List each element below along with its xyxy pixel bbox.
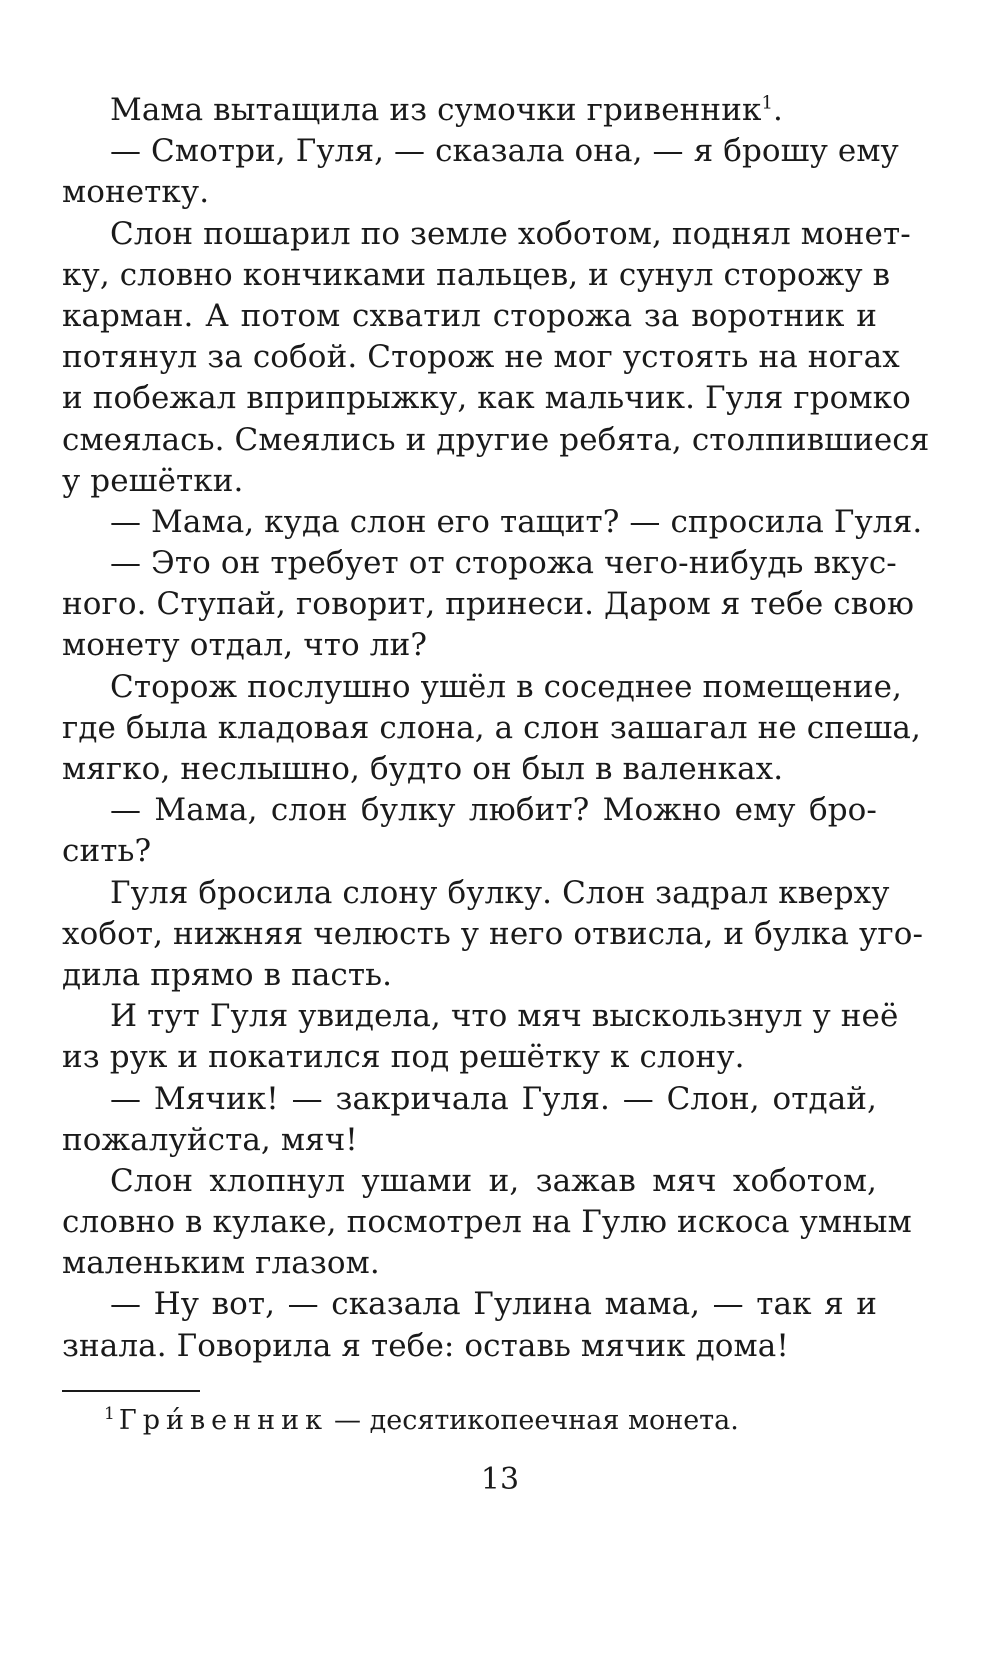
text-line: знала. Говорила я тебе: оставь мячик дома!: [62, 1327, 789, 1364]
footnote-term: Гри́венник: [118, 1405, 329, 1436]
text-line: — Мама, куда слон его тащит? — спросила Гуля.: [110, 503, 923, 540]
text-line: сить?: [62, 833, 152, 870]
text-line: — Ну вот, — сказала Гулина мама, — так я и: [110, 1286, 877, 1323]
footnote: [104, 1404, 739, 1438]
text-line: и побежал вприпрыжку, как мальчик. Гуля громко: [62, 380, 911, 417]
text-line: — Мама, слон булку любит? Можно ему бро-: [110, 792, 877, 829]
text-line: из рук и покатился под решётку к слону.: [62, 1039, 745, 1076]
page-number: 13: [480, 1462, 520, 1497]
text-line: — Мячик! — закричала Гуля. — Слон, отдай,: [110, 1080, 877, 1117]
text-line: карман. А потом схватил сторожа за воротник и: [62, 297, 877, 334]
text-line: монету отдал, что ли?: [62, 627, 428, 664]
text-line: Мама вытащила из сумочки гривенник$^1$.: [110, 92, 783, 128]
text-line: монетку.: [62, 174, 210, 211]
text-line: словно в кулаке, посмотрел на Гулю искоса умным: [62, 1204, 912, 1241]
text-line: Слон пошарил по земле хоботом, поднял монет-: [110, 215, 911, 252]
text-line: ку, словно кончиками пальцев, и сунул сторожу в: [62, 256, 891, 293]
body-text: [62, 90, 930, 1367]
text-line: маленьким глазом.: [62, 1245, 380, 1282]
text-line: где была кладовая слона, а слон зашагал не спеша,: [62, 709, 921, 746]
text-line: смеялась. Смеялись и другие ребята, столпившиеся: [62, 421, 930, 458]
text-line: Слон хлопнул ушами и, зажав мяч хоботом,: [110, 1162, 877, 1199]
footnote-reference: 1: [761, 92, 773, 114]
text-line: дила прямо в пасть.: [62, 956, 393, 993]
text-line: — Это он требует от сторожа чего-нибудь вкус-: [110, 545, 897, 582]
text-line: хобот, нижняя челюсть у него отвисла, и булка уго-: [62, 915, 924, 952]
footnote-divider: [62, 1390, 200, 1392]
text-line: И тут Гуля увидела, что мяч выскользнул у неё: [110, 998, 899, 1035]
text-line: — Смотри, Гуля, — сказала она, — я брошу ему: [110, 133, 899, 170]
text-line: ного. Ступай, говорит, принеси. Даром я тебе свою: [62, 586, 915, 623]
footnote-definition: — десятикопеечная монета.: [334, 1405, 739, 1436]
text-line: пожалуйста, мяч!: [62, 1121, 358, 1158]
text-line: у решётки.: [62, 462, 244, 499]
text-line: Сторож послушно ушёл в соседнее помещение,: [110, 668, 902, 705]
footnote-marker: 1: [104, 1404, 115, 1424]
text-line: Гуля бросила слону булку. Слон задрал кверху: [110, 874, 890, 911]
text-line: мягко, неслышно, будто он был в валенках.: [62, 751, 784, 787]
text-line: потянул за собой. Сторож не мог устоять на ногах: [62, 339, 900, 376]
